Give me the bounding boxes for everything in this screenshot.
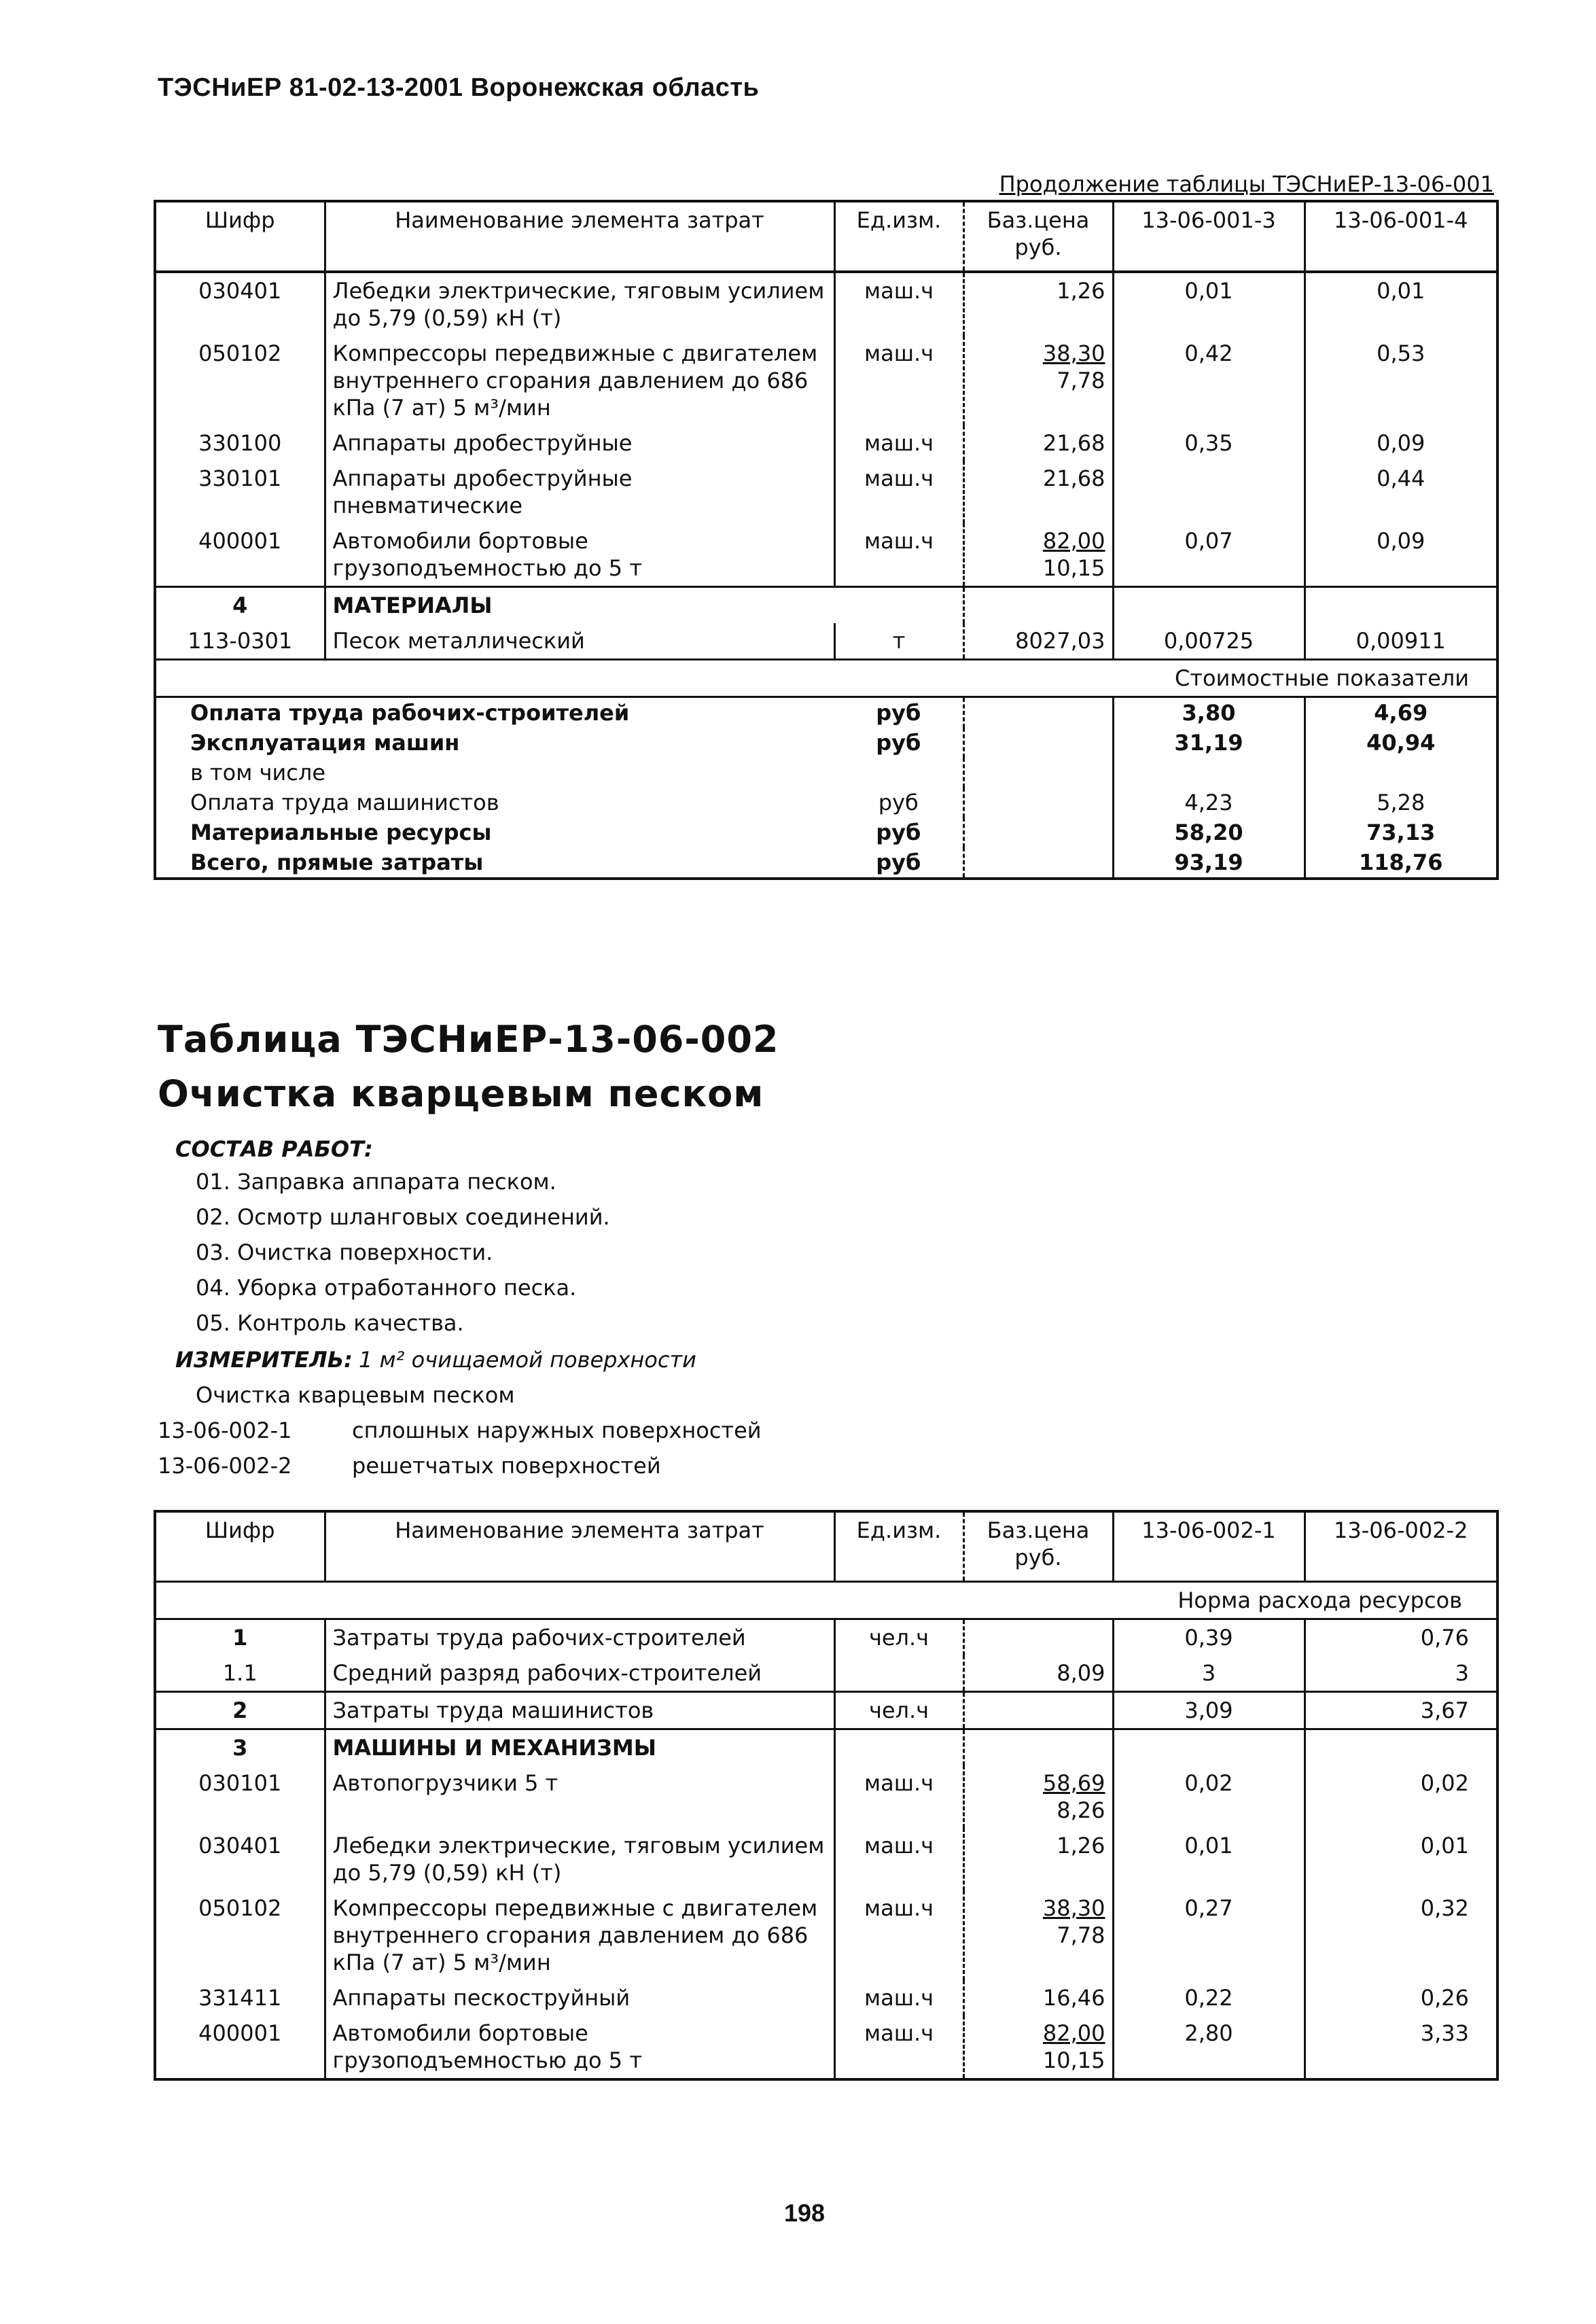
price-cell — [963, 1890, 1113, 1980]
name-cell: Лебедки электрические, тяговым усилием до 5,79 (0,59) кН (т) — [325, 272, 834, 336]
unit-cell: маш.ч — [834, 1890, 963, 1980]
norm-value-1: 0,39 — [1113, 1619, 1305, 1656]
work-item: 04. Уборка отработанного песка. — [196, 1275, 577, 1301]
empty-cell — [963, 728, 1113, 758]
norm-value-2: 0,32 — [1420, 1895, 1469, 1921]
name-cell: Компрессоры передвижные с двигателем внутреннего сгорания давлением до 686 кПа (7 ат) 5 м³/мин — [325, 1890, 834, 1980]
code-cell: 3 — [155, 1729, 325, 1766]
section-row — [155, 587, 1497, 624]
price-secondary-value: 7,78 — [1057, 1922, 1105, 1948]
cost-value-1: 3,80 — [1113, 697, 1305, 728]
empty-cell — [963, 587, 1113, 624]
table-row — [155, 336, 1497, 425]
name-cell: Аппараты пескоструйный — [325, 1980, 834, 2015]
cost-name: Всего, прямые затраты — [190, 849, 484, 875]
norm-value-1: 0,01 — [1113, 272, 1305, 336]
cost-value-2: 118,76 — [1359, 849, 1443, 875]
norm-value-1: 0,00725 — [1113, 623, 1305, 660]
price-value: 21,68 — [1042, 465, 1105, 491]
norm-value-2: 3,33 — [1420, 2020, 1469, 2046]
work-item: 03. Очистка поверхности. — [196, 1239, 493, 1265]
code-cell: 2 — [155, 1692, 325, 1729]
price-cell — [963, 523, 1113, 587]
name-cell: Аппараты дробеструйные — [325, 425, 834, 461]
norm-value-1: 3,09 — [1113, 1692, 1305, 1729]
cost-value-1: 4,23 — [1113, 788, 1305, 817]
unit-cell: маш.ч — [834, 336, 963, 425]
name-cell: Затраты труда машинистов — [325, 1692, 834, 1729]
column-header-price: Баз.цена руб. — [963, 1511, 1113, 1582]
empty-cell — [1305, 587, 1497, 624]
cost-value-2 — [1305, 758, 1497, 788]
norm-item-text: сплошных наружных поверхностей — [352, 1418, 762, 1443]
norm-value-1 — [1113, 1729, 1305, 1766]
cost-row — [155, 697, 1497, 728]
code-cell: 1 — [155, 1619, 325, 1656]
table-title: Таблица ТЭСНиЕР-13-06-002 — [158, 1018, 779, 1061]
price-cell — [963, 2015, 1113, 2079]
norm-caption-row — [155, 1582, 1497, 1619]
cost-value-2: 4,69 — [1374, 700, 1428, 726]
table-row — [155, 2015, 1497, 2079]
column-header-norm-2: 13-06-002-2 — [1333, 1517, 1468, 1543]
table-row — [155, 1980, 1497, 2015]
column-header-norm-1: 13-06-001-3 — [1113, 201, 1305, 272]
cost-value-1 — [1113, 758, 1305, 788]
norm-value-1: 0,22 — [1113, 1980, 1305, 2015]
table-row — [155, 1729, 1497, 1766]
code-cell: 113-0301 — [155, 623, 325, 660]
cost-unit: руб — [834, 817, 963, 847]
norm-value-2: 0,44 — [1377, 465, 1425, 491]
norm-caption: Норма расхода ресурсов — [1177, 1587, 1462, 1613]
cost-caption-row — [155, 660, 1497, 697]
norm-value-1: 0,01 — [1113, 1828, 1305, 1890]
norm-value-2: 0,09 — [1377, 430, 1425, 456]
table-row — [155, 461, 1497, 523]
norm-item-code: 13-06-002-2 — [158, 1453, 292, 1479]
work-item: 02. Осмотр шланговых соединений. — [196, 1204, 610, 1230]
price-cell — [963, 1828, 1113, 1890]
code-cell: 330100 — [155, 425, 325, 461]
price-secondary-value: 10,15 — [1042, 2047, 1105, 2073]
table-row — [155, 1890, 1497, 1980]
cost-name: Оплата труда рабочих-строителей — [190, 700, 630, 726]
norm-value-2: 3 — [1455, 1660, 1469, 1686]
work-item: 05. Контроль качества. — [196, 1310, 464, 1336]
table-row — [155, 1619, 1497, 1656]
norm-value-1: 0,35 — [1113, 425, 1305, 461]
price-value: 82,00 — [1042, 528, 1105, 554]
price-cell — [963, 1729, 1113, 1766]
norm-value-1: 2,80 — [1113, 2015, 1305, 2079]
cost-value-1: 31,19 — [1113, 728, 1305, 758]
cost-row — [155, 817, 1497, 847]
code-cell: 400001 — [155, 523, 325, 587]
cost-unit: руб — [834, 788, 963, 817]
empty-cell — [963, 697, 1113, 728]
column-header-unit: Ед.изм. — [834, 1511, 963, 1582]
code-cell: 050102 — [155, 336, 325, 425]
name-cell: Компрессоры передвижные с двигателем внутреннего сгорания давлением до 686 кПа (7 ат) 5 м³/мин — [325, 336, 834, 425]
cost-value-2: 73,13 — [1366, 820, 1436, 845]
cost-unit — [834, 758, 963, 788]
meter-subtitle: Очистка кварцевым песком — [196, 1382, 515, 1408]
empty-cell — [1113, 587, 1305, 624]
table-row — [155, 1828, 1497, 1890]
column-header-name: Наименование элемента затрат — [325, 201, 834, 272]
works-label: СОСТАВ РАБОТ: — [175, 1136, 373, 1162]
price-value: 16,46 — [1042, 1985, 1105, 2011]
name-cell: Песок металлический — [325, 623, 834, 660]
price-value: 1,26 — [1057, 278, 1105, 304]
name-cell: МАШИНЫ И МЕХАНИЗМЫ — [325, 1729, 834, 1766]
code-cell: 331411 — [155, 1980, 325, 2015]
code-cell: 030401 — [155, 272, 325, 336]
price-cell — [963, 1619, 1113, 1656]
section-code: 4 — [155, 587, 325, 624]
norm-value-2: 0,53 — [1377, 340, 1425, 366]
price-value: 21,68 — [1042, 430, 1105, 456]
price-cell — [963, 461, 1113, 523]
cost-name: Оплата труда машинистов — [190, 790, 499, 815]
empty-cell — [963, 788, 1113, 817]
norm-value-2: 0,26 — [1420, 1985, 1469, 2011]
work-item: 01. Заправка аппарата песком. — [196, 1169, 556, 1195]
norm-value-1: 3 — [1113, 1655, 1305, 1692]
column-header-norm-2: 13-06-001-4 — [1333, 207, 1468, 233]
code-cell: 330101 — [155, 461, 325, 523]
cost-row — [155, 758, 1497, 788]
column-header-price: Баз.цена руб. — [963, 201, 1113, 272]
price-cell — [963, 1980, 1113, 2015]
cost-row — [155, 847, 1497, 879]
norm-value-1: 0,07 — [1113, 523, 1305, 587]
table-row — [155, 1692, 1497, 1729]
code-cell: 1.1 — [155, 1655, 325, 1692]
norm-value-2 — [1305, 1729, 1497, 1766]
price-value: 82,00 — [1042, 2020, 1105, 2046]
name-cell: Автомобили бортовые грузоподъемностью до 5 т — [325, 523, 834, 587]
table-header-row — [155, 1511, 1497, 1582]
table-subtitle: Очистка кварцевым песком — [158, 1072, 764, 1115]
unit-cell: маш.ч — [834, 425, 963, 461]
table-row — [155, 425, 1497, 461]
price-cell — [963, 1692, 1113, 1729]
name-cell: Затраты труда рабочих-строителей — [325, 1619, 834, 1656]
empty-cell — [963, 847, 1113, 879]
cost-name: в том числе — [190, 760, 325, 786]
price-value: 38,30 — [1042, 1895, 1105, 1921]
cost-caption: Стоимостные показатели — [1175, 665, 1469, 691]
page-number: 198 — [784, 2199, 826, 2227]
norm-value-2: 0,09 — [1377, 528, 1425, 554]
resource-table-1 — [154, 200, 1499, 880]
unit-cell: маш.ч — [834, 272, 963, 336]
price-secondary-value: 10,15 — [1042, 555, 1105, 581]
name-cell: Автомобили бортовые грузоподъемностью до 5 т — [325, 2015, 834, 2079]
name-cell: Лебедки электрические, тяговым усилием до 5,79 (0,59) кН (т) — [325, 1828, 834, 1890]
unit-cell: маш.ч — [834, 461, 963, 523]
name-cell: Средний разряд рабочих-строителей — [325, 1655, 834, 1692]
unit-cell — [834, 1655, 963, 1692]
cost-row — [155, 728, 1497, 758]
meter-label: ИЗМЕРИТЕЛЬ: — [175, 1347, 353, 1373]
price-value: 8,09 — [1057, 1660, 1105, 1686]
unit-cell: чел.ч — [834, 1692, 963, 1729]
cost-unit: руб — [834, 728, 963, 758]
table-row — [155, 623, 1497, 660]
empty-cell — [963, 758, 1113, 788]
unit-cell — [834, 1729, 963, 1766]
empty-cell — [834, 587, 963, 624]
cost-value-1: 93,19 — [1113, 847, 1305, 879]
cost-name: Материальные ресурсы — [190, 820, 492, 845]
cost-row — [155, 788, 1497, 817]
table-row — [155, 523, 1497, 587]
column-header-name: Наименование элемента затрат — [325, 1511, 834, 1582]
column-header-unit: Ед.изм. — [834, 201, 963, 272]
cost-value-2: 5,28 — [1377, 790, 1425, 815]
price-cell — [963, 1655, 1113, 1692]
price-secondary-value: 8,26 — [1057, 1797, 1105, 1823]
unit-cell: т — [834, 623, 963, 660]
price-cell — [963, 336, 1113, 425]
norm-value-2: 0,00911 — [1355, 628, 1446, 654]
price-cell — [963, 1765, 1113, 1828]
section-name: МАТЕРИАЛЫ — [332, 593, 493, 618]
norm-value-2: 3,67 — [1420, 1697, 1469, 1723]
price-value: 38,30 — [1042, 340, 1105, 366]
price-value: 58,69 — [1042, 1770, 1105, 1796]
unit-cell: маш.ч — [834, 523, 963, 587]
table-row — [155, 1765, 1497, 1828]
cost-name: Эксплуатация машин — [190, 730, 460, 756]
norm-value-2: 0,01 — [1377, 278, 1425, 304]
unit-cell: маш.ч — [834, 2015, 963, 2079]
unit-cell: чел.ч — [834, 1619, 963, 1656]
price-cell — [963, 272, 1113, 336]
norm-item-text: решетчатых поверхностей — [352, 1453, 661, 1479]
code-cell: 030401 — [155, 1828, 325, 1890]
norm-value-2: 0,76 — [1420, 1625, 1469, 1651]
code-cell: 400001 — [155, 2015, 325, 2079]
table-header-row — [155, 201, 1497, 272]
unit-cell: маш.ч — [834, 1828, 963, 1890]
unit-cell: маш.ч — [834, 1980, 963, 2015]
price-secondary-value: 7,78 — [1057, 368, 1105, 393]
column-header-code: Шифр — [155, 201, 325, 272]
norm-value-1 — [1113, 461, 1305, 523]
code-cell: 030101 — [155, 1765, 325, 1828]
name-cell: Автопогрузчики 5 т — [325, 1765, 834, 1828]
price-cell — [963, 425, 1113, 461]
unit-cell: маш.ч — [834, 1765, 963, 1828]
resource-table-2 — [154, 1510, 1499, 2081]
meter-text: 1 м² очищаемой поверхности — [359, 1347, 696, 1373]
code-cell: 050102 — [155, 1890, 325, 1980]
column-header-code: Шифр — [155, 1511, 325, 1582]
table-row — [155, 272, 1497, 336]
cost-value-1: 58,20 — [1113, 817, 1305, 847]
norm-value-1: 0,27 — [1113, 1890, 1305, 1980]
name-cell: Аппараты дробеструйные пневматические — [325, 461, 834, 523]
price-cell: 8027,03 — [963, 623, 1113, 660]
price-value: 1,26 — [1057, 1833, 1105, 1859]
norm-value-1: 0,42 — [1113, 336, 1305, 425]
norm-value-2: 0,02 — [1420, 1770, 1469, 1796]
table-continuation-caption: Продолжение таблицы ТЭСНиЕР-13-06-001 — [999, 171, 1494, 197]
table-row — [155, 1655, 1497, 1692]
cost-value-2: 40,94 — [1366, 730, 1436, 756]
document-header: ТЭСНиЕР 81-02-13-2001 Воронежская область — [158, 73, 760, 102]
column-header-norm-1: 13-06-002-1 — [1113, 1511, 1305, 1582]
cost-unit: руб — [834, 697, 963, 728]
norm-value-2: 0,01 — [1420, 1833, 1469, 1859]
norm-item-code: 13-06-002-1 — [158, 1418, 292, 1443]
cost-unit: руб — [834, 847, 963, 879]
empty-cell — [963, 817, 1113, 847]
norm-value-1: 0,02 — [1113, 1765, 1305, 1828]
